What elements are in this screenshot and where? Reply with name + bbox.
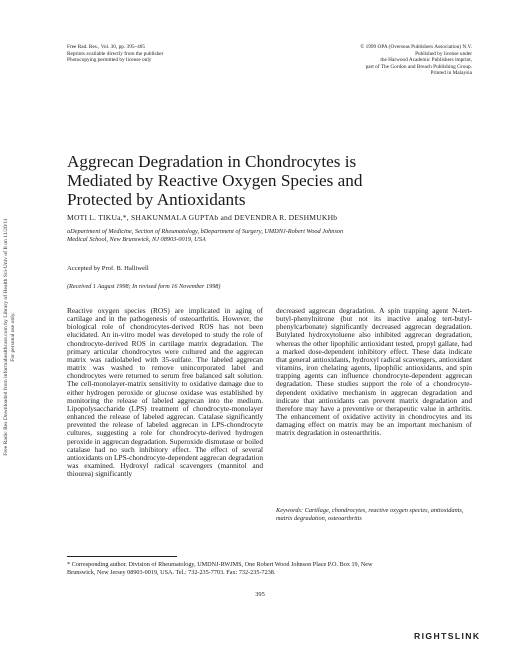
accepted-by: Accepted by Prof. B. Halliwell [67, 265, 149, 272]
footnote-divider [67, 556, 177, 557]
abstract-left-column: Reactive oxygen species (ROS) are implicated in aging of cartilage and in the pathogenesis of osteoarthritis. However, the biological role of chondrocytes-derived ROS has not been elucidated. An in-vitro model was developed to study the role of chondrocyte-derived ROS in cartilage matrix degradation. The primary articular chondrocytes were cultured and the aggrecan matrix was radiolabeled with 35-sulfate. The labeled aggrecan matrix was washed to remove unincorporated label and chondrocytes were returned to serum free balanced salt solution. The cell-monolayer-matrix sensitivity to oxidative damage due to either hydrogen peroxide or glucose oxidase was established by monitoring the release of labeled aggrecan into the medium. Lipopolysaccharide (LPS) treatment of chondrocyte-monolayer enhanced the release of labeled aggrecan. Catalase significantly prevented the release of labeled aggrecan in LPS-chondrocyte cultures, suggesting a role for chondrocyte-derived hydrogen peroxide in aggrecan degradation. Superoxide dismutase or boiled catalase had no such inhibitory effect. The effect of several antioxidants on LPS-chondrocyte-dependent aggrecan degradation was examined. Hydroxyl radical scavengers (mannitol and thiourea) significantly [67, 306, 263, 479]
page-number: 395 [255, 591, 265, 598]
author-list: MOTI L. TIKUa,*, SHAKUNMALA GUPTAb and DEVENDRA R. DESHMUKHb [67, 213, 338, 222]
affiliations: aDepartment of Medicine, Section of Rheumatology, bDepartment of Surgery, UMDNJ-Robert Wood Johnson Medical School, New Brunswick, NJ 08903-0019, USA [67, 228, 344, 243]
abstract-right-column: decreased aggrecan degradation. A spin trapping agent N-tert-butyl-phenylnitrone (but not its inactive analog tert-butyl-phenylcarbonate) significantly decreased aggrecan degradation. Butylated hydroxytoluene also inhibited aggrecan degradation, whereas the other lipophilic antioxidant tested, propyl gallate, had a marked dose-dependent inhibitory effect. These data indicate that general antioxidants, hydroxyl radical scavengers, antioxidant vitamins, iron chelating agents, lipophilic antioxidants, and spin trapping agents can influence chondrocyte-dependent aggrecan degradation. These studies support the role of a chondrocyte-dependent oxidative mechanism in aggrecan degradation and indicate that antioxidants can prevent matrix degradation and therefore may have a preventive or therapeutic value in arthritis. The enhancement of oxidative activity in chondrocytes and its damaging effect on matrix may be an important mechanism of matrix degradation in osteoarthritis. [276, 306, 472, 438]
download-watermark: Free Radic Res Downloaded from informahealthcare.com by Library of Health Sci-Univ of Il on 11/20/11 For personal use only. [3, 218, 16, 456]
publisher-header: © 1999 OPA (Overseas Publishers Association) N.V. Published by license under the Harwood Academic Publishers imprint, part of The Gordon and Breach Publishing Group. Printed in Malaysia [360, 44, 472, 77]
keywords: Keywords: Cartilage, chondrocytes, reactive oxygen species, antioxidants, matrix degradation, osteoarthritis [276, 507, 464, 522]
received-dates: (Received 1 August 1998; In revised form 16 November 1998) [67, 283, 221, 290]
paper-title: Aggrecan Degradation in Chondrocytes is Mediated by Reactive Oxygen Species and Protected by Antioxidants [67, 152, 363, 209]
corresponding-author-footnote: * Corresponding author. Division of Rheumatology, UMDNJ-RWJMS, One Robert Wood Johnson Place P.O. Box 19, New Brunswick, New Jersey 08903-0019, USA. Tel.: 732-235-7703. Fax: 732-235-7238. [67, 561, 373, 576]
rightslink-logo[interactable] [414, 631, 481, 641]
journal-header: Free Rad. Res., Vol. 30, pp. 395–405 Reprints available directly from the publisher Photocopying permitted by license only [67, 44, 164, 64]
rightslink-text: RIGHTSLINK [414, 631, 481, 641]
